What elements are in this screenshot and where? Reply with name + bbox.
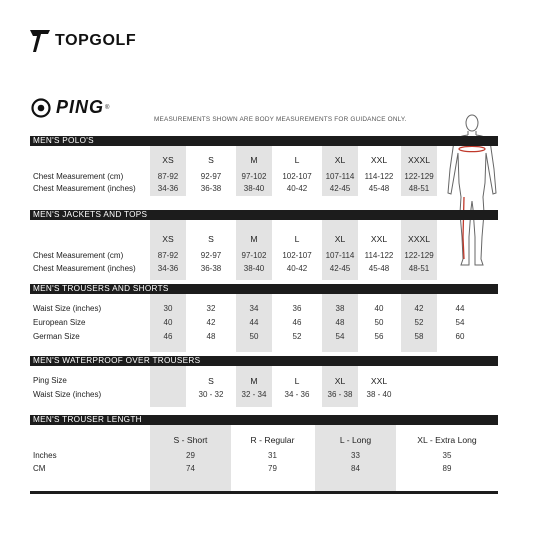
length-header: R - Regular: [250, 435, 295, 445]
jackets-table: [30, 220, 498, 280]
size-header: XL: [334, 376, 346, 386]
table-cell: 38 - 40: [366, 390, 392, 399]
table-cell: 38-40: [243, 264, 265, 273]
table-cell: 34-36: [157, 184, 179, 193]
table-cell: 36: [292, 304, 302, 313]
table-cell: 45-48: [368, 184, 390, 193]
section-trouser-length: [30, 415, 498, 491]
table-cell: 45-48: [368, 264, 390, 273]
table-cell: 54: [455, 318, 465, 327]
size-header: L: [294, 376, 300, 386]
column-shade: [322, 366, 358, 407]
table-cell: 34-36: [157, 264, 179, 273]
table-cell: 38: [335, 304, 345, 313]
table-cell: 48: [335, 318, 345, 327]
table-cell: 36-38: [200, 264, 222, 273]
size-header: M: [250, 155, 258, 165]
table-cell: 58: [414, 332, 424, 341]
bottom-rule: [30, 491, 498, 494]
table-cell: 52: [414, 318, 424, 327]
size-header: L: [294, 234, 300, 244]
table-cell: 44: [455, 304, 465, 313]
table-cell: 36-38: [200, 184, 222, 193]
table-cell: 30: [163, 304, 173, 313]
column-shade: [236, 366, 272, 407]
topgolf-wordmark: TOPGOLF: [55, 32, 137, 49]
size-header: XXL: [370, 155, 388, 165]
polos-table: [30, 146, 498, 196]
table-cell: 34: [249, 304, 259, 313]
table-cell: 107-114: [325, 251, 355, 260]
table-cell: 50: [249, 332, 259, 341]
section-title: MEN'S TROUSERS AND SHORTS: [30, 284, 498, 294]
length-header: L - Long: [339, 435, 372, 445]
size-header: XS: [162, 234, 174, 244]
row-label: Inches: [33, 451, 57, 460]
column-shade: [150, 366, 186, 407]
section-waterproof: [30, 356, 498, 407]
table-cell: 97-102: [241, 172, 267, 181]
table-cell: 122-129: [404, 251, 434, 260]
ping-circle-icon: [31, 98, 51, 118]
table-cell: 92-97: [200, 251, 222, 260]
size-header: S: [208, 376, 214, 386]
table-cell: 33: [351, 451, 360, 460]
table-cell: 56: [374, 332, 384, 341]
table-cell: 36 - 38: [327, 390, 353, 399]
table-cell: 40: [374, 304, 384, 313]
row-label: Ping Size: [33, 376, 67, 385]
table-cell: 87-92: [157, 172, 179, 181]
table-cell: 97-102: [241, 251, 267, 260]
table-cell: 54: [335, 332, 345, 341]
table-cell: 114-122: [364, 172, 394, 181]
table-cell: 48: [206, 332, 216, 341]
row-label: Chest Measurement (inches): [33, 184, 136, 193]
size-header: L: [294, 155, 300, 165]
table-cell: 40-42: [286, 184, 308, 193]
table-cell: 89: [442, 464, 452, 473]
table-cell: 32: [206, 304, 216, 313]
size-header: XL: [334, 155, 346, 165]
size-header: XXL: [370, 234, 388, 244]
table-cell: 42-45: [329, 184, 351, 193]
table-cell: 40-42: [286, 264, 308, 273]
table-cell: 60: [455, 332, 465, 341]
section-title: MEN'S WATERPROOF OVER TROUSERS: [30, 356, 498, 366]
size-header: XXXL: [408, 234, 430, 244]
table-cell: 30 - 32: [198, 390, 224, 399]
table-cell: 92-97: [200, 172, 222, 181]
row-label: Chest Measurement (cm): [33, 251, 124, 260]
row-label: German Size: [33, 332, 80, 341]
size-header: S: [208, 234, 214, 244]
section-title: MEN'S TROUSER LENGTH: [30, 415, 498, 425]
table-cell: 114-122: [364, 251, 394, 260]
section-title: MEN'S POLO'S: [30, 136, 498, 146]
row-label: Waist Size (inches): [33, 390, 102, 399]
registered-mark: ®: [105, 104, 110, 111]
row-label: Waist Size (inches): [33, 304, 102, 313]
table-cell: 42: [414, 304, 424, 313]
table-cell: 102-107: [282, 172, 312, 181]
table-cell: 107-114: [325, 172, 355, 181]
section-title: MEN'S JACKETS AND TOPS: [30, 210, 498, 220]
table-cell: 87-92: [157, 251, 179, 260]
row-label: European Size: [33, 318, 86, 327]
table-cell: 122-129: [404, 172, 434, 181]
size-header: XS: [162, 155, 174, 165]
table-cell: 46: [292, 318, 302, 327]
table-cell: 35: [442, 451, 452, 460]
table-cell: 46: [163, 332, 173, 341]
ping-logo: [31, 97, 109, 118]
size-header: S: [208, 155, 214, 165]
table-cell: 44: [249, 318, 259, 327]
trousers-table: [30, 294, 498, 352]
waterproof-table: [30, 366, 498, 407]
table-cell: 31: [268, 451, 277, 460]
section-trousers: [30, 284, 498, 352]
row-label: CM: [33, 464, 46, 473]
table-cell: 42-45: [329, 264, 351, 273]
table-cell: 34 - 36: [284, 390, 310, 399]
table-cell: 42: [206, 318, 216, 327]
length-header: XL - Extra Long: [417, 435, 477, 445]
size-header: M: [250, 234, 258, 244]
size-header: XXXL: [408, 155, 430, 165]
row-label: Chest Measurement (inches): [33, 264, 136, 273]
table-cell: 48-51: [408, 264, 430, 273]
table-cell: 38-40: [243, 184, 265, 193]
table-cell: 48-51: [408, 184, 430, 193]
ping-wordmark: PING: [56, 97, 105, 117]
length-table: [30, 425, 498, 491]
table-cell: 102-107: [282, 251, 312, 260]
size-header: XXL: [370, 376, 388, 386]
section-polos: [30, 136, 498, 196]
section-jackets: [30, 210, 498, 280]
table-cell: 50: [374, 318, 384, 327]
size-header: XL: [334, 234, 346, 244]
table-cell: 84: [351, 464, 360, 473]
topgolf-logo: [29, 28, 136, 54]
table-cell: 40: [163, 318, 173, 327]
topgolf-mark-icon: [29, 28, 51, 54]
table-cell: 52: [292, 332, 302, 341]
table-cell: 74: [186, 464, 195, 473]
table-cell: 32 - 34: [241, 390, 267, 399]
length-header: S - Short: [173, 435, 208, 445]
row-label: Chest Measurement (cm): [33, 172, 124, 181]
guidance-note: MEASUREMENTS SHOWN ARE BODY MEASUREMENTS FOR GUIDANCE ONLY.: [154, 116, 407, 123]
size-header: M: [250, 376, 258, 386]
table-cell: 79: [268, 464, 277, 473]
table-cell: 29: [186, 451, 195, 460]
